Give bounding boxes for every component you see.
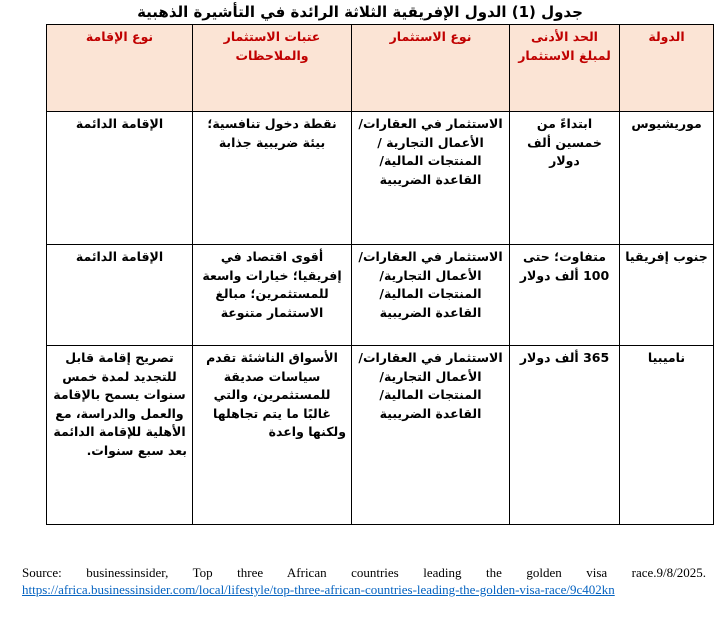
- cell-notes: الأسواق الناشئة تقدم سياسات صديقة للمستثمرين، والتي غالبًا ما يتم تجاهلها ولكنها واعدة: [193, 346, 352, 525]
- cell-residency: الإقامة الدائمة: [47, 245, 193, 346]
- cell-country: جنوب إفريقيا: [620, 245, 714, 346]
- cell-min-amount: 365 ألف دولار: [510, 346, 620, 525]
- cell-investment-type: الاستثمار في العقارات/الأعمال التجارية /المنتجات المالية/القاعدة الضريبية: [352, 112, 510, 245]
- cell-investment-type: الاستثمار في العقارات/الأعمال التجارية/المنتجات المالية/القاعدة الضريبية: [352, 245, 510, 346]
- header-investment-type: نوع الاستثمار: [352, 25, 510, 112]
- cell-notes: نقطة دخول تنافسية؛ بيئة ضريبية جذابة: [193, 112, 352, 245]
- cell-residency: الإقامة الدائمة: [47, 112, 193, 245]
- header-row: [47, 25, 714, 112]
- cell-min-amount: متفاوت؛ حتى 100 ألف دولار: [510, 245, 620, 346]
- golden-visa-table: [46, 24, 714, 525]
- header-country: الدولة: [620, 25, 714, 112]
- cell-notes: أقوى اقتصاد في إفريقيا؛ خيارات واسعة للمستثمرين؛ مبالغ الاستثمار متنوعة: [193, 245, 352, 346]
- cell-country: موريشيوس: [620, 112, 714, 245]
- source-note: [22, 564, 706, 598]
- cell-investment-type: الاستثمار في العقارات/الأعمال التجارية/المنتجات المالية/القاعدة الضريبية: [352, 346, 510, 525]
- table-title: جدول (1) الدول الإفريقية الثلاثة الرائدة في التأشيرة الذهبية: [137, 3, 583, 21]
- cell-residency: تصريح إقامة قابل للتجديد لمدة خمس سنوات يسمح بالإقامة والعمل والدراسة، مع الأهلية للإقامة الدائمة بعد سبع سنوات.: [47, 346, 193, 525]
- cell-min-amount: ابتداءً من خمسين ألف دولار: [510, 112, 620, 245]
- table-row: [47, 245, 714, 346]
- source-link[interactable]: https://africa.businessinsider.com/local/lifestyle/top-three-african-countries-leading-the-golden-visa-race/9c402kn: [22, 582, 615, 597]
- header-notes: عتبات الاستثمار والملاحظات: [193, 25, 352, 112]
- source-text: Source: businessinsider, Top three African countries leading the golden visa race.9/8/2025.: [22, 565, 706, 580]
- table-row: [47, 112, 714, 245]
- header-residency: نوع الإقامة: [47, 25, 193, 112]
- table-row: [47, 346, 714, 525]
- cell-country: ناميبيا: [620, 346, 714, 525]
- header-min-amount: الحد الأدنى لمبلغ الاستثمار: [510, 25, 620, 112]
